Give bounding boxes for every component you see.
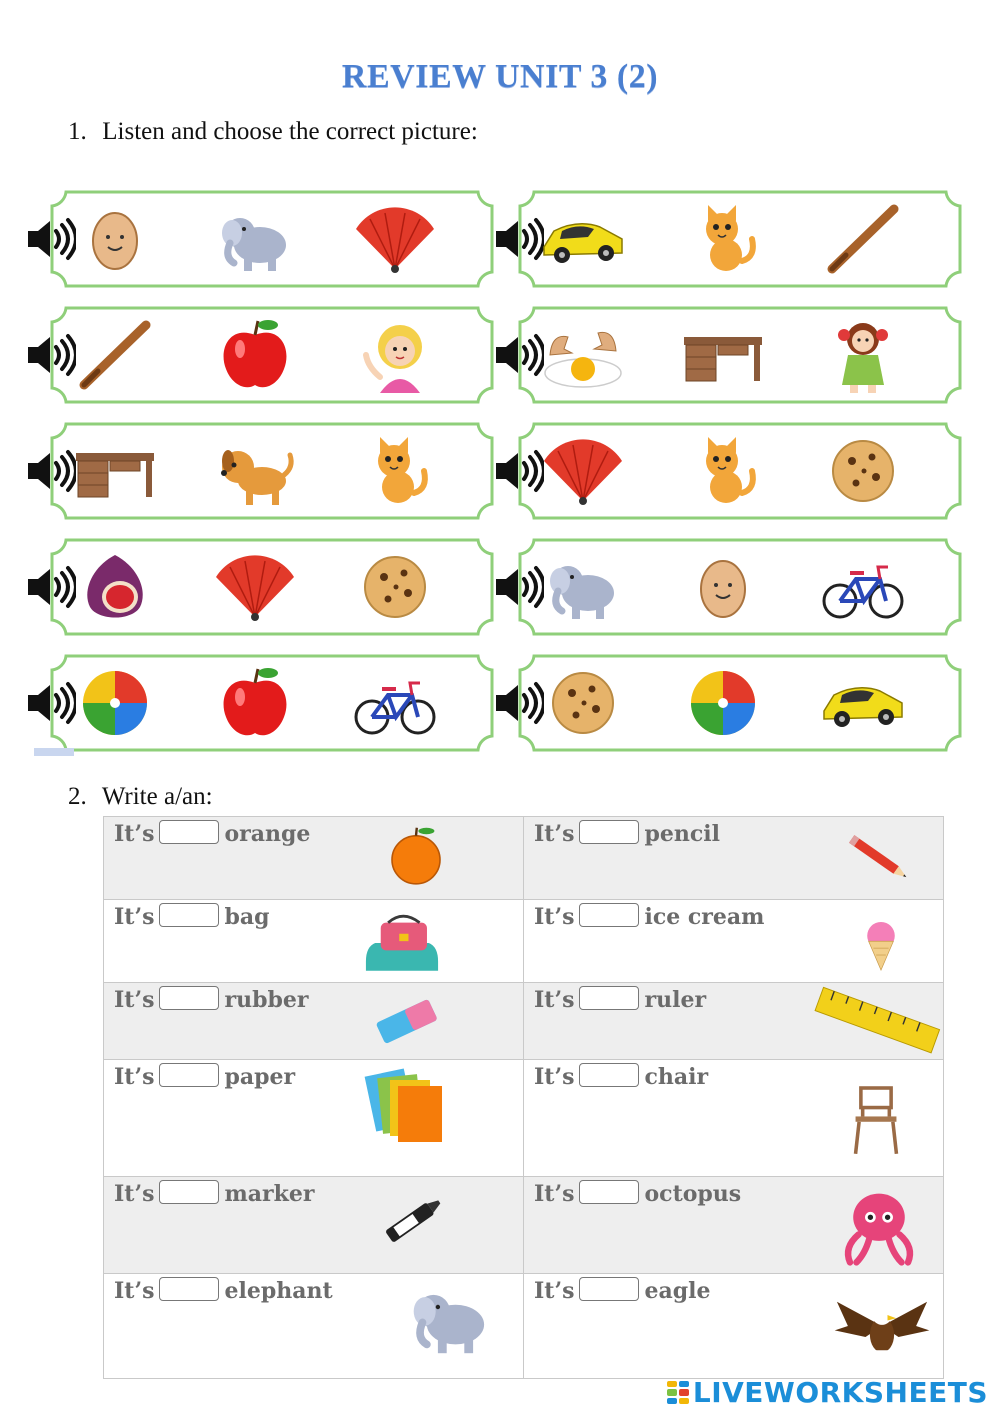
bag-icon bbox=[356, 906, 448, 980]
sentence bbox=[534, 904, 764, 930]
sentence bbox=[534, 1278, 711, 1304]
write-cell-ruler bbox=[524, 983, 944, 1060]
section-1-heading bbox=[68, 118, 478, 146]
sentence-word: octopus bbox=[644, 1181, 742, 1207]
write-cell-octopus bbox=[524, 1177, 944, 1274]
sentence-word: ice cream bbox=[644, 904, 765, 930]
sentence-word: chair bbox=[644, 1064, 709, 1090]
speaker-icon[interactable] bbox=[492, 681, 544, 725]
fan-icon[interactable] bbox=[350, 199, 440, 279]
speaker-icon[interactable] bbox=[24, 681, 76, 725]
write-cell-orange bbox=[104, 817, 524, 900]
apple-icon[interactable] bbox=[210, 315, 300, 395]
sentence-word: eagle bbox=[644, 1278, 711, 1304]
ball-icon[interactable] bbox=[678, 663, 768, 743]
sentence-word: orange bbox=[224, 821, 311, 847]
speaker-icon[interactable] bbox=[24, 333, 76, 377]
elephant-icon bbox=[400, 1274, 500, 1362]
write-cell-bag bbox=[104, 900, 524, 983]
write-cell-elephant bbox=[104, 1274, 524, 1379]
ice-cream-icon bbox=[850, 906, 912, 982]
sentence bbox=[114, 1278, 333, 1304]
desk-icon[interactable] bbox=[678, 315, 768, 395]
answer-input[interactable] bbox=[579, 1277, 639, 1301]
write-cell-eagle bbox=[524, 1274, 944, 1379]
write-cell-chair bbox=[524, 1060, 944, 1177]
sentence bbox=[534, 1064, 708, 1090]
section-2-number: 2. bbox=[68, 783, 87, 810]
write-table bbox=[103, 816, 944, 1379]
answer-input[interactable] bbox=[579, 986, 639, 1010]
sentence bbox=[114, 987, 308, 1013]
cat-icon[interactable] bbox=[678, 199, 768, 279]
answer-input[interactable] bbox=[159, 903, 219, 927]
sentence-word: paper bbox=[224, 1064, 296, 1090]
answer-input[interactable] bbox=[579, 1180, 639, 1204]
table-row bbox=[104, 817, 944, 900]
sentence-word: elephant bbox=[224, 1278, 333, 1304]
bat-icon[interactable] bbox=[818, 199, 908, 279]
speaker-icon[interactable] bbox=[492, 565, 544, 609]
table-row bbox=[104, 983, 944, 1060]
write-cell-pencil bbox=[524, 817, 944, 900]
desk-icon[interactable] bbox=[70, 431, 160, 511]
cookie-icon[interactable] bbox=[818, 431, 908, 511]
speaker-icon[interactable] bbox=[24, 449, 76, 493]
speaker-icon[interactable] bbox=[24, 217, 76, 261]
sentence-prefix: It’s bbox=[534, 821, 575, 847]
ball-icon[interactable] bbox=[70, 663, 160, 743]
elephant-icon[interactable] bbox=[210, 199, 300, 279]
octopus-icon bbox=[826, 1185, 932, 1271]
table-row bbox=[104, 1060, 944, 1177]
answer-input[interactable] bbox=[159, 1277, 219, 1301]
sentence-word: rubber bbox=[224, 987, 309, 1013]
table-row bbox=[104, 1177, 944, 1274]
cookie-icon[interactable] bbox=[350, 547, 440, 627]
sentence bbox=[534, 821, 720, 847]
section-1-instruction: Listen and choose the correct picture: bbox=[102, 118, 478, 145]
speaker-icon[interactable] bbox=[24, 565, 76, 609]
logo-text: LIVEWORKSHEETS bbox=[692, 1376, 988, 1409]
sentence-word: pencil bbox=[644, 821, 720, 847]
paper-icon bbox=[360, 1062, 450, 1150]
orange-icon bbox=[380, 819, 452, 891]
speaker-icon[interactable] bbox=[492, 449, 544, 493]
page-title: REVIEW UNIT 3 (2) bbox=[341, 58, 659, 95]
answer-input[interactable] bbox=[159, 820, 219, 844]
speaker-icon[interactable] bbox=[492, 333, 544, 377]
fan-icon[interactable] bbox=[538, 431, 628, 511]
table-row bbox=[104, 1274, 944, 1379]
doll-icon[interactable] bbox=[818, 315, 908, 395]
sentence-prefix: It’s bbox=[114, 1181, 155, 1207]
car-icon[interactable] bbox=[818, 663, 908, 743]
sentence-prefix: It’s bbox=[534, 1064, 575, 1090]
write-cell-ice-cream bbox=[524, 900, 944, 983]
sentence bbox=[534, 1181, 741, 1207]
bat-icon[interactable] bbox=[70, 315, 160, 395]
sentence-word: ruler bbox=[644, 987, 707, 1013]
sentence-prefix: It’s bbox=[114, 904, 155, 930]
sentence-word: bag bbox=[224, 904, 270, 930]
sentence-prefix: It’s bbox=[114, 821, 155, 847]
sentence-prefix: It’s bbox=[114, 1278, 155, 1304]
logo-grid-icon bbox=[667, 1381, 689, 1405]
speaker-icon[interactable] bbox=[492, 217, 544, 261]
answer-input[interactable] bbox=[579, 1063, 639, 1087]
rubber-icon bbox=[366, 987, 446, 1053]
dog-icon[interactable] bbox=[210, 431, 300, 511]
apple-icon[interactable] bbox=[210, 663, 300, 743]
girl-icon[interactable] bbox=[350, 315, 440, 395]
sentence-prefix: It’s bbox=[534, 1278, 575, 1304]
car-icon[interactable] bbox=[538, 199, 628, 279]
fig-icon[interactable] bbox=[70, 547, 160, 627]
write-cell-marker bbox=[104, 1177, 524, 1274]
sentence-word: marker bbox=[224, 1181, 315, 1207]
fan-icon[interactable] bbox=[210, 547, 300, 627]
sentence bbox=[114, 821, 310, 847]
table-row bbox=[104, 900, 944, 983]
sentence-prefix: It’s bbox=[534, 987, 575, 1013]
section-2-instruction: Write a/an: bbox=[101, 783, 213, 810]
egg-icon[interactable] bbox=[678, 547, 768, 627]
answer-input[interactable] bbox=[159, 1063, 219, 1087]
chair-icon bbox=[836, 1072, 916, 1168]
section-2-heading bbox=[68, 783, 213, 811]
egg-icon[interactable] bbox=[70, 199, 160, 279]
write-cell-paper bbox=[104, 1060, 524, 1177]
answer-input[interactable] bbox=[579, 903, 639, 927]
liveworksheets-logo bbox=[667, 1376, 988, 1409]
sentence-prefix: It’s bbox=[534, 904, 575, 930]
answer-input[interactable] bbox=[579, 820, 639, 844]
answer-input[interactable] bbox=[159, 1180, 219, 1204]
cut-mark bbox=[34, 748, 74, 756]
sentence-prefix: It’s bbox=[114, 1064, 155, 1090]
cat-icon[interactable] bbox=[350, 431, 440, 511]
bike-icon[interactable] bbox=[350, 663, 440, 743]
elephant-icon[interactable] bbox=[538, 547, 628, 627]
write-cell-rubber bbox=[104, 983, 524, 1060]
pencil-icon bbox=[832, 827, 926, 889]
sentence bbox=[114, 1064, 295, 1090]
sentence bbox=[114, 904, 270, 930]
marker-icon bbox=[370, 1185, 454, 1257]
ruler-icon bbox=[810, 983, 944, 1059]
sentence-prefix: It’s bbox=[114, 987, 155, 1013]
section-1-number: 1. bbox=[68, 118, 87, 145]
eagle-icon bbox=[824, 1282, 940, 1370]
bike-icon[interactable] bbox=[818, 547, 908, 627]
sentence bbox=[534, 987, 706, 1013]
sentence bbox=[114, 1181, 314, 1207]
broken-egg-icon[interactable] bbox=[538, 315, 628, 395]
cookie-icon[interactable] bbox=[538, 663, 628, 743]
answer-input[interactable] bbox=[159, 986, 219, 1010]
cat-icon[interactable] bbox=[678, 431, 768, 511]
sentence-prefix: It’s bbox=[534, 1181, 575, 1207]
